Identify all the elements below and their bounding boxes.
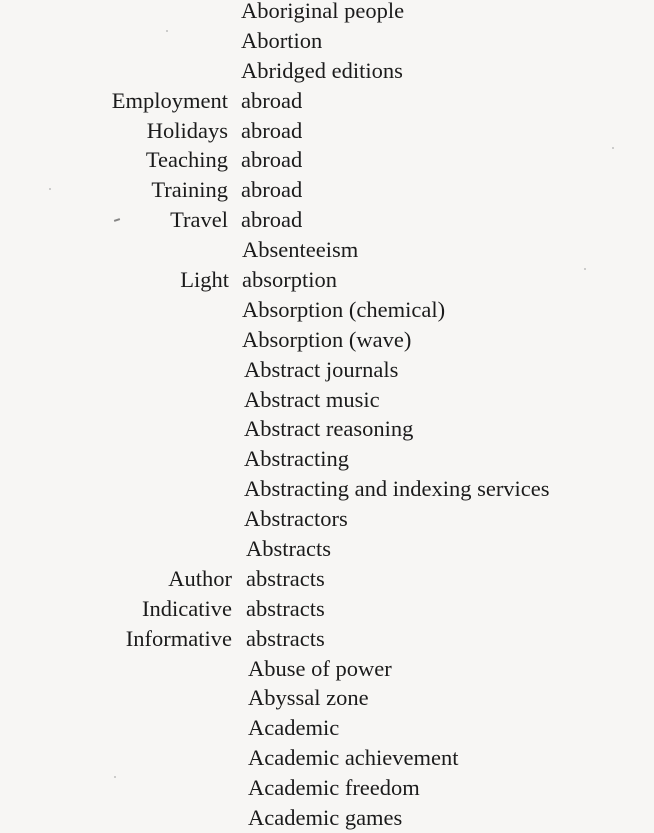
entry-term: abstracts [246, 565, 325, 591]
index-entry [0, 265, 654, 295]
index-entry [0, 86, 654, 116]
entry-term: Academic achievement [248, 745, 459, 771]
index-entry [0, 594, 654, 624]
entry-term: Absenteeism [242, 237, 359, 263]
entry-qualifier: Teaching [145, 147, 228, 173]
entry-term: Abstractors [244, 506, 348, 532]
entry-term: abroad [241, 177, 303, 203]
index-entry [0, 355, 654, 385]
entry-term: Academic [248, 715, 340, 741]
entry-term: Abstracting [244, 446, 349, 472]
index-entry [0, 205, 654, 235]
entry-term: Abridged editions [241, 57, 403, 83]
index-entry [0, 564, 654, 594]
entry-term: Abortion [241, 27, 323, 53]
index-entry [0, 474, 654, 504]
index-entry [0, 0, 654, 26]
index-entry [0, 414, 654, 444]
index-entry [0, 743, 654, 773]
entry-qualifier: Author [168, 565, 232, 591]
entry-term: Abstracts [246, 536, 331, 562]
entry-term: Abstract journals [244, 356, 399, 382]
index-entry [0, 654, 654, 684]
entry-term: Aboriginal people [241, 0, 405, 23]
entry-qualifier: Informative [125, 625, 232, 651]
paper-speck [114, 776, 116, 778]
entry-term: abroad [241, 147, 303, 173]
entry-qualifier: Indicative [142, 595, 232, 621]
index-entry [0, 803, 654, 833]
index-entry [0, 504, 654, 534]
entry-term: abroad [241, 87, 303, 113]
paper-speck [166, 30, 168, 32]
index-entry [0, 145, 654, 175]
entry-term: abroad [241, 207, 303, 233]
index-entry [0, 235, 654, 265]
entry-term: abstracts [246, 625, 325, 651]
index-entry [0, 26, 654, 56]
entry-term: Absorption (chemical) [242, 296, 446, 322]
index-entry [0, 534, 654, 564]
entry-term: Abyssal zone [248, 685, 369, 711]
entry-term: Abuse of power [248, 655, 392, 681]
paper-speck [612, 147, 614, 149]
entry-qualifier: Employment [111, 87, 228, 113]
entry-qualifier: Holidays [146, 117, 228, 143]
index-entry [0, 773, 654, 803]
index-entry [0, 56, 654, 86]
entry-term: Abstract reasoning [244, 416, 414, 442]
entry-term: abroad [241, 117, 303, 143]
index-entry [0, 116, 654, 146]
entry-term: Academic freedom [248, 775, 420, 801]
index-entry [0, 175, 654, 205]
entry-qualifier: Training [151, 177, 228, 203]
entry-term: Abstracting and indexing services [244, 476, 550, 502]
entry-term: absorption [242, 267, 337, 293]
entry-term: abstracts [246, 595, 325, 621]
paper-speck [49, 188, 51, 190]
index-entry [0, 713, 654, 743]
index-entry [0, 385, 654, 415]
index-entry [0, 683, 654, 713]
index-entry [0, 325, 654, 355]
paper-speck [584, 268, 586, 270]
entry-term: Abstract music [244, 386, 380, 412]
index-entry [0, 624, 654, 654]
index-entry [0, 444, 654, 474]
entry-qualifier: Travel [170, 207, 228, 233]
entry-term: Absorption (wave) [242, 326, 412, 352]
entry-term: Academic games [248, 805, 403, 831]
index-entry [0, 295, 654, 325]
entry-qualifier: Light [180, 267, 229, 293]
